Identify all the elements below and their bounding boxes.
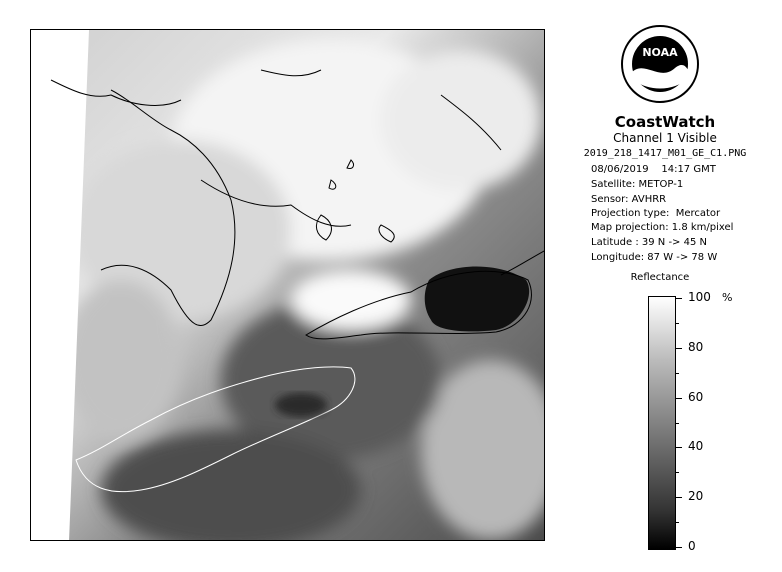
legend-label: Reflectance bbox=[630, 272, 690, 283]
datetime: 08/06/2019 14:17 GMT bbox=[591, 164, 716, 175]
filename: 2019_218_1417_M01_GE_C1.PNG bbox=[583, 148, 747, 159]
colorbar-minor-tick bbox=[676, 323, 679, 324]
colorbar-tick bbox=[676, 348, 682, 349]
colorbar-tick bbox=[676, 398, 682, 399]
colorbar-minor-tick bbox=[676, 373, 679, 374]
reflectance-colorbar bbox=[648, 296, 676, 550]
colorbar-tick bbox=[676, 547, 682, 548]
projection-type: Projection type: Mercator bbox=[591, 208, 721, 219]
product-title: CoastWatch bbox=[614, 113, 716, 131]
colorbar-tick-label: 20 bbox=[688, 489, 704, 504]
satellite-image[interactable] bbox=[30, 29, 545, 541]
satellite: Satellite: METOP-1 bbox=[591, 179, 684, 190]
colorbar-minor-tick bbox=[676, 522, 679, 523]
latitude: Latitude : 39 N -> 45 N bbox=[591, 237, 707, 248]
colorbar-tick-label: 0 bbox=[688, 539, 696, 553]
sensor: Sensor: AVHRR bbox=[591, 194, 667, 205]
map-projection: Map projection: 1.8 km/pixel bbox=[591, 222, 734, 233]
colorbar-tick-label: 60 bbox=[688, 389, 704, 404]
channel-label: Channel 1 Visible bbox=[613, 131, 717, 145]
colorbar-tick bbox=[676, 447, 682, 448]
colorbar-tick-label: 40 bbox=[688, 439, 704, 454]
noaa-logo bbox=[620, 24, 700, 104]
colorbar-minor-tick bbox=[676, 423, 679, 424]
colorbar-minor-tick bbox=[676, 472, 679, 473]
colorbar-tick bbox=[676, 298, 682, 299]
colorbar-tick bbox=[676, 497, 682, 498]
cloud-shadow bbox=[275, 393, 327, 417]
colorbar-tick-label: 100 bbox=[688, 290, 711, 304]
colorbar-tick-label: 80 bbox=[688, 339, 704, 354]
longitude: Longitude: 87 W -> 78 W bbox=[591, 252, 718, 263]
noaa-logo-text: NOAA bbox=[642, 46, 678, 59]
legend-unit: % bbox=[722, 291, 733, 304]
